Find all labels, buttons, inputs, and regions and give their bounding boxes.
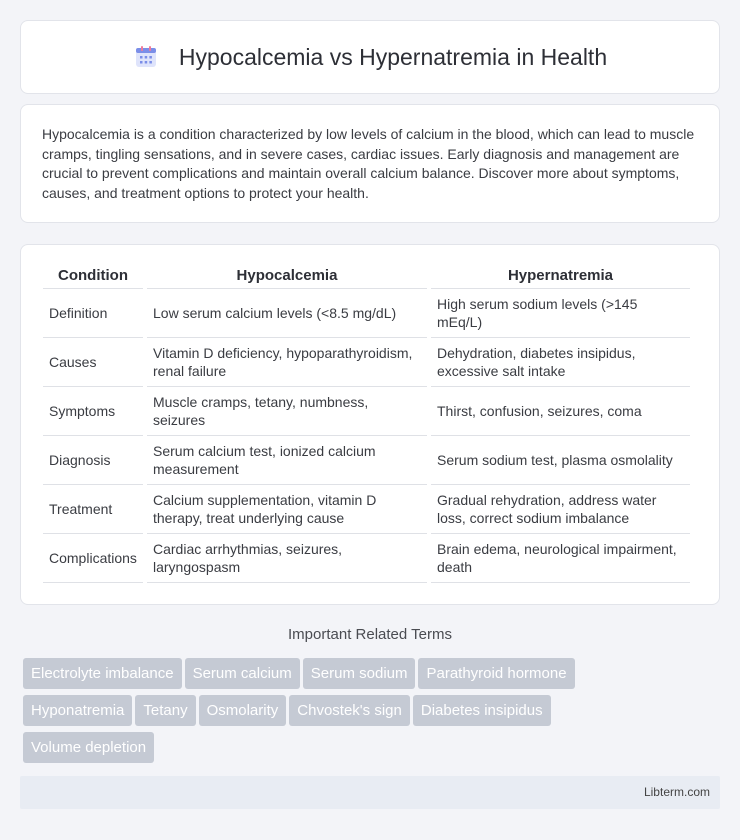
table-row <box>43 485 690 534</box>
term-tag[interactable]: Volume depletion <box>23 732 154 763</box>
term-tag[interactable]: Electrolyte imbalance <box>23 658 182 689</box>
cell-hypocalcemia: Calcium supplementation, vitamin D therapy, treat underlying cause <box>147 485 427 534</box>
table-row <box>43 387 690 436</box>
comparison-table-card <box>20 244 720 605</box>
related-terms-title: Important Related Terms <box>288 626 452 643</box>
table-header-row <box>43 265 690 289</box>
cell-hypernatremia: Brain edema, neurological impairment, death <box>431 534 690 583</box>
cell-hypernatremia: Thirst, confusion, seizures, coma <box>431 387 690 436</box>
related-terms-list <box>22 658 722 769</box>
term-tag[interactable]: Tetany <box>135 695 195 726</box>
term-tag[interactable]: Serum sodium <box>303 658 416 689</box>
cell-hypocalcemia: Cardiac arrhythmias, seizures, laryngospasm <box>147 534 427 583</box>
footer <box>20 776 720 809</box>
row-label: Treatment <box>43 485 143 534</box>
table-row <box>43 338 690 387</box>
row-label: Symptoms <box>43 387 143 436</box>
cell-hypocalcemia: Low serum calcium levels (<8.5 mg/dL) <box>147 289 427 338</box>
cell-hypocalcemia: Serum calcium test, ionized calcium measurement <box>147 436 427 485</box>
cell-hypernatremia: Gradual rehydration, address water loss, correct sodium imbalance <box>431 485 690 534</box>
term-tag[interactable]: Diabetes insipidus <box>413 695 551 726</box>
intro-card <box>20 104 720 223</box>
row-label: Diagnosis <box>43 436 143 485</box>
row-label: Complications <box>43 534 143 583</box>
table-row <box>43 534 690 583</box>
comparison-table <box>39 265 694 583</box>
column-header-hypernatremia: Hypernatremia <box>431 265 690 289</box>
cell-hypernatremia: High serum sodium levels (>145 mEq/L) <box>431 289 690 338</box>
cell-hypernatremia: Dehydration, diabetes insipidus, excessive salt intake <box>431 338 690 387</box>
term-tag[interactable]: Chvostek's sign <box>289 695 410 726</box>
table-row <box>43 289 690 338</box>
table-row <box>43 436 690 485</box>
term-tag[interactable]: Osmolarity <box>199 695 287 726</box>
cell-hypocalcemia: Vitamin D deficiency, hypoparathyroidism, renal failure <box>147 338 427 387</box>
row-label: Causes <box>43 338 143 387</box>
page-title: Hypocalcemia vs Hypernatremia in Health <box>178 43 608 70</box>
term-tag[interactable]: Parathyroid hormone <box>418 658 574 689</box>
row-label: Definition <box>43 289 143 338</box>
cell-hypernatremia: Serum sodium test, plasma osmolality <box>431 436 690 485</box>
term-tag[interactable]: Serum calcium <box>185 658 300 689</box>
intro-text: Hypocalcemia is a condition characterized by low levels of calcium in the blood, which can lead to muscle cramps, tingling sensations, and in severe cases, cardiac issues. Early diagnosis and management are crucial to prevent complications and maintain overall calcium balance. Discover more about symptoms, causes, and treatment options to protect your health. <box>42 126 695 201</box>
column-header-hypocalcemia: Hypocalcemia <box>147 265 427 289</box>
column-header-condition: Condition <box>43 265 143 289</box>
term-tag[interactable]: Hyponatremia <box>23 695 132 726</box>
header-card <box>20 20 720 94</box>
calendar-grid-icon <box>133 44 159 70</box>
footer-site-link[interactable]: Libterm.com <box>643 785 710 799</box>
cell-hypocalcemia: Muscle cramps, tetany, numbness, seizures <box>147 387 427 436</box>
